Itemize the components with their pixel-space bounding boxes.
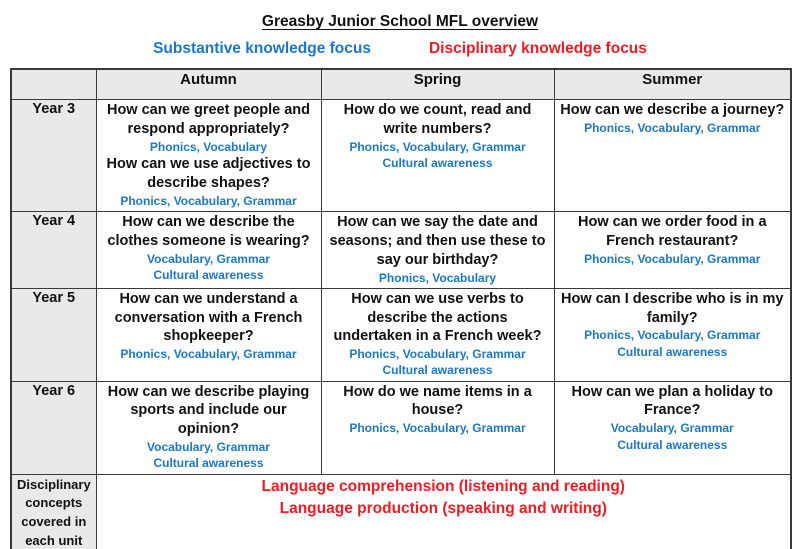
disciplinary-concepts-row [11,474,791,549]
unit-cell [96,100,321,212]
disciplinary-knowledge-label: Disciplinary knowledge focus [428,40,647,57]
mfl-overview-table [10,68,792,549]
unit-question: How do we name items in a house? [343,383,532,419]
unit-question: How can we understand a conversation with a French shopkeeper? [114,290,303,345]
knowledge-focus: Cultural awareness [382,363,493,378]
unit-cell [554,212,791,289]
page-title: Greasby Junior School MFL overview [261,13,539,30]
year-label: Year 5 [11,288,96,381]
column-header-summer: Summer [554,69,791,100]
knowledge-focus: Cultural awareness [382,155,493,170]
unit-cell [321,100,554,212]
unit-question: How can we describe the clothes someone is wearing? [107,214,310,249]
knowledge-focus: Vocabulary, Grammar [147,251,270,266]
unit-question: How can we plan a holiday to France? [571,383,773,419]
knowledge-focus: Vocabulary, Grammar [610,421,734,436]
knowledge-focus: Phonics, Vocabulary [149,139,268,154]
unit-question: How do we count, read and write numbers? [343,102,532,137]
column-header-spring: Spring [321,69,554,100]
unit-cell [554,288,791,381]
year-label: Year 3 [11,100,96,212]
disciplinary-concepts-label: Disciplinary concepts covered in each unit [11,474,96,549]
unit-cell [96,288,321,381]
knowledge-focus: Phonics, Vocabulary, Grammar [584,328,761,343]
unit-question: How can we order food in a French restaurant? [577,214,767,249]
unit-cell [96,212,321,289]
year-label: Year 6 [11,381,96,474]
unit-question: How can we say the date and seasons; and then use these to say our birthday? [329,214,546,268]
knowledge-focus: Phonics, Vocabulary, Grammar [349,347,526,362]
knowledge-focus: Phonics, Vocabulary, Grammar [584,120,761,135]
knowledge-legend [0,40,800,58]
knowledge-focus: Phonics, Vocabulary, Grammar [349,139,526,154]
language-production-line: Language production (speaking and writing) [279,500,607,517]
unit-cell [96,381,321,474]
table-body [11,100,791,475]
unit-cell [321,212,554,289]
knowledge-focus: Phonics, Vocabulary [378,270,497,285]
knowledge-focus: Phonics, Vocabulary, Grammar [584,251,761,266]
unit-cell [554,100,791,212]
year-row [11,100,791,212]
knowledge-focus: Phonics, Vocabulary, Grammar [349,421,526,436]
unit-question: How can we describe playing sports and include our opinion? [107,383,310,438]
unit-question: How can we describe a journey? [560,102,785,118]
unit-question: How can we use verbs to describe the actions undertaken in a French week? [333,290,542,345]
knowledge-focus: Cultural awareness [153,267,264,282]
disciplinary-concepts-cell [96,474,791,549]
year-label: Year 4 [11,212,96,289]
unit-cell [554,381,791,474]
knowledge-focus: Cultural awareness [617,437,728,452]
unit-cell [321,288,554,381]
language-comprehension-line: Language comprehension (listening and reading) [261,477,625,495]
knowledge-focus: Phonics, Vocabulary, Grammar [120,193,297,208]
unit-question: How can I describe who is in my family? [561,290,784,326]
unit-question: How can we use adjectives to describe shapes? [106,155,311,191]
knowledge-focus: Phonics, Vocabulary, Grammar [120,347,297,362]
column-header-autumn: Autumn [96,69,321,100]
table-header [11,69,791,100]
year-row [11,212,791,289]
substantive-knowledge-label: Substantive knowledge focus [153,40,371,57]
term-header-row [11,69,791,100]
year-row [11,288,791,381]
knowledge-focus: Vocabulary, Grammar [147,440,270,455]
knowledge-focus: Cultural awareness [617,344,728,359]
knowledge-focus: Cultural awareness [153,456,264,471]
unit-question: How can we greet people and respond appropriately? [106,102,311,137]
table-footer [11,474,791,549]
empty-corner-cell [11,69,96,100]
unit-cell [321,381,554,474]
year-row [11,381,791,474]
